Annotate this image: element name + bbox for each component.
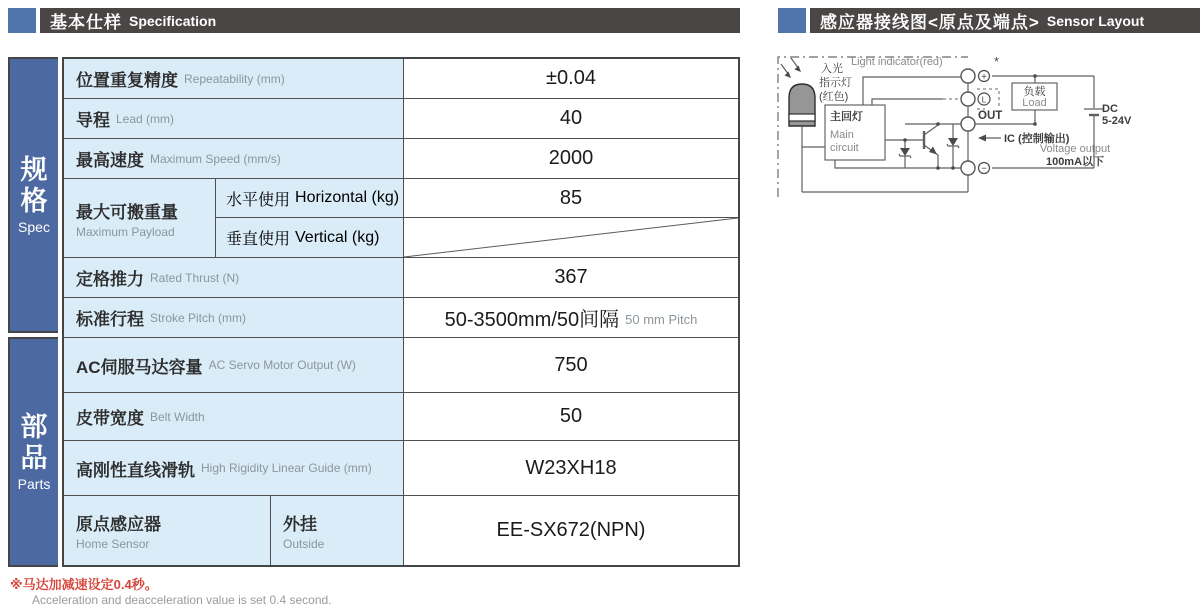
label-zh: 皮带宽度: [76, 409, 144, 428]
label-en: Repeatability (mm): [184, 71, 285, 86]
dc-label-line2: 5-24V: [1102, 115, 1132, 127]
row-value: 40: [404, 99, 738, 138]
table-row: [64, 393, 738, 441]
led-indicator-icon: [789, 84, 815, 126]
load-label-en: Load: [1022, 97, 1047, 109]
main-circuit-label-en2: circuit: [830, 142, 859, 154]
spec-header-title-en: Specification: [129, 12, 217, 29]
terminal-out: [961, 117, 975, 131]
label-en: AC Servo Motor Output (W): [208, 358, 356, 372]
table-row: [64, 258, 738, 298]
payload-sublabels: [216, 179, 404, 257]
value-main: 50-3500mm/50间隔: [444, 309, 620, 331]
svg-text:−: −: [981, 163, 987, 175]
junction-dot: [951, 166, 955, 170]
spec-table-body: [62, 57, 740, 567]
junction-dot: [1033, 122, 1037, 126]
row-label: [64, 139, 404, 178]
row-value: 750: [404, 338, 738, 392]
voltage-output-label: Voltage output: [1039, 143, 1111, 155]
indicator-lamp-label: 指示灯: [819, 77, 852, 89]
zener-diode-icon: [899, 140, 911, 168]
wiring-diagram-svg: [775, 52, 1200, 202]
load-label-zh: 负载: [1023, 86, 1046, 98]
value-suffix: 50 mm Pitch: [625, 312, 698, 327]
row-label: [64, 441, 404, 495]
side-label-parts: [8, 337, 58, 567]
label-zh: 高刚性直线滑轨: [76, 460, 195, 480]
label-en: High Rigidity Linear Guide (mm): [201, 461, 372, 475]
dc-label-line1: DC: [1102, 103, 1118, 115]
sensor-section-header: [778, 8, 1200, 33]
indicator-color-label: (红色): [819, 91, 849, 103]
spec-section-header: [8, 8, 740, 33]
table-row: [64, 338, 738, 393]
main-circuit-label-en1: Main: [830, 129, 854, 141]
side-spec-char: 格: [20, 185, 48, 216]
label-zh: 定格推力: [76, 270, 144, 289]
junction-dot: [903, 138, 907, 142]
row-value: W23XH18: [404, 441, 738, 495]
row-label: [64, 59, 404, 98]
row-label: [64, 179, 216, 257]
l-terminal-dashed-box: [977, 89, 999, 109]
spec-header-title-zh: 基本仕样: [50, 13, 122, 32]
table-row: [64, 441, 738, 496]
terminal-minus: [961, 161, 975, 175]
label-en: Maximum Payload: [76, 224, 175, 239]
plus-rail-wire: [863, 77, 961, 105]
side-parts-char: 部: [20, 412, 48, 443]
label-zh: AC伺服马达容量: [76, 357, 203, 377]
svg-text:L: L: [981, 94, 987, 105]
side-spec-char: 规: [20, 155, 48, 186]
light-indicator-label: Light indicator(red): [851, 56, 943, 68]
row-value: 85: [404, 179, 738, 218]
label-zh: 外挂: [283, 515, 317, 534]
side-label-spec: [8, 57, 58, 333]
table-row-payload: [64, 179, 738, 258]
diagonal-na-line: [404, 218, 738, 257]
row-label: [64, 338, 404, 392]
label-zh: 导程: [76, 111, 110, 130]
table-row: [64, 99, 738, 139]
table-row-home-sensor: [64, 496, 738, 565]
row-value: EE-SX672(NPN): [404, 496, 738, 565]
row-label: [64, 99, 404, 138]
main-circuit-label-zh: 主回灯: [830, 111, 863, 123]
row-value-na: [404, 218, 738, 257]
zener-diode-icon: [947, 124, 959, 168]
payload-values: [404, 179, 738, 257]
footnote-en: Acceleration and deacceleration value is set 0.4 second.: [32, 593, 332, 607]
label-zh: 标准行程: [76, 310, 144, 329]
row-value: 2000: [404, 139, 738, 178]
row-value: [404, 298, 738, 337]
current-note-label: 100mA以下: [1045, 156, 1105, 168]
label-en: Vertical (kg): [295, 228, 380, 246]
label-zh: 最高速度: [76, 151, 144, 170]
footnote-zh: ※马达加减速设定0.4秒。: [10, 577, 158, 592]
transistor-icon: [924, 124, 938, 168]
label-en: Horizontal (kg): [295, 189, 400, 206]
plus-symbol-icon: [979, 71, 990, 84]
label-zh: 水平使用: [226, 191, 291, 209]
terminal-l: [961, 92, 975, 106]
label-en: Belt Width: [150, 409, 205, 424]
specification-table: [8, 57, 740, 567]
terminal-plus: [961, 69, 975, 83]
table-row: [64, 298, 738, 338]
row-sublabel: [271, 496, 404, 565]
label-en: Home Sensor: [76, 537, 150, 551]
svg-text:+: +: [981, 72, 987, 83]
label-zh: 位置重复精度: [76, 71, 178, 90]
spec-header-bar: [40, 8, 740, 33]
row-label: [64, 393, 404, 440]
label-zh: 最大可搬重量: [76, 202, 178, 222]
row-label: [64, 496, 271, 565]
label-en: Stroke Pitch (mm): [150, 310, 247, 325]
row-value: 367: [404, 258, 738, 297]
l-symbol-icon: [978, 93, 990, 105]
sub-label-horizontal: [216, 179, 403, 218]
minus-rail-wire: [835, 160, 961, 168]
row-label: [64, 298, 404, 337]
label-en: Lead (mm): [116, 111, 175, 126]
light-ray-arrows-icon: [781, 58, 801, 78]
ic-label: IC (控制输出): [1004, 133, 1070, 145]
label-zh: 原点感应器: [76, 515, 161, 534]
header-accent-square: [778, 8, 806, 33]
label-zh: 垂直使用: [226, 231, 291, 248]
row-value: ±0.04: [404, 59, 738, 98]
sensor-header-bar: [810, 8, 1200, 33]
side-spec-en: Spec: [18, 218, 50, 235]
label-en: Maximum Speed (mm/s): [150, 151, 281, 166]
battery-icon: [1084, 109, 1104, 115]
sensor-header-title-zh: 感应器接线图<原点及端点>: [820, 13, 1040, 32]
junction-dot: [1033, 74, 1037, 78]
row-value: 50: [404, 393, 738, 440]
incident-light-label: 入光: [821, 63, 843, 75]
sub-label-vertical: [216, 218, 403, 257]
row-label: [64, 258, 404, 297]
junction-dot: [936, 166, 940, 170]
minus-symbol-icon: [979, 163, 990, 175]
label-en: Rated Thrust (N): [150, 270, 240, 285]
l-rail-wire: [872, 99, 943, 105]
side-parts-en: Parts: [17, 475, 51, 492]
label-en: Outside: [283, 537, 325, 551]
table-row: [64, 139, 738, 179]
out-label: OUT: [978, 110, 1003, 122]
sensor-header-title-en: Sensor Layout: [1046, 12, 1145, 29]
header-accent-square: [8, 8, 36, 33]
sensor-wiring-diagram: [775, 52, 1200, 202]
side-parts-char: 品: [20, 442, 48, 473]
table-row: [64, 59, 738, 99]
star-mark: *: [994, 54, 1000, 69]
junction-dot: [936, 122, 940, 126]
ic-arrow-icon: [978, 135, 1001, 142]
